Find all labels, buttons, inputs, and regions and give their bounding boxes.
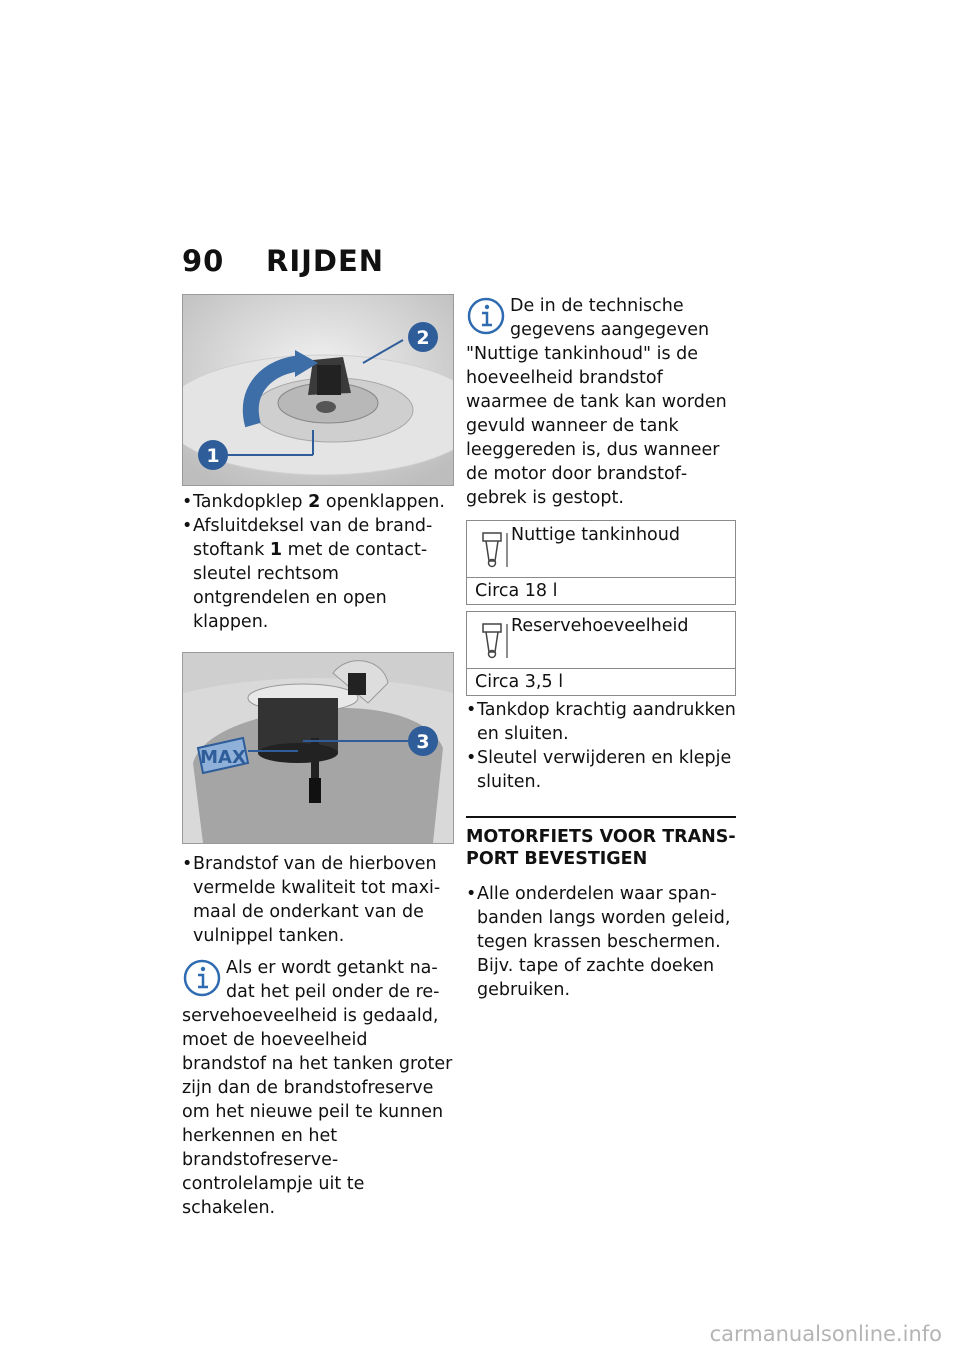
callout-2-label: 2 [416,327,430,349]
bullet-open-flap: • Tankdopklep 2 openklappen. [182,492,445,512]
page-header [182,244,384,278]
footer-watermark: carmanualsonline.info [709,1322,942,1346]
spec-value: Circa 18 l [475,581,558,601]
text-ref: 2 [308,492,321,512]
left-column [182,294,454,1220]
bullet-protect-parts: • Alle onderdelen waar spanbanden langs worden geleid, tegen krassen beschermen. Bijv. tape of zachte doeken gebruiken. [466,882,738,1002]
text-pre: Afsluitdeksel van de brandstoftank [193,516,433,560]
bullet-text: Tankdop krachtig aandrukken en sluiten. [477,700,736,744]
info-icon [182,958,222,998]
spec-reserve [466,611,736,696]
note-text: De in de technische gegevens aangegeven "Nuttige tankinhoud" is de hoeveelheid brandstof waarmee de tank kan worden gevuld wanneer de tank leeggereden is, dus wanneer de motor door brandstofgebrek is gestopt. [466,296,727,508]
spec-value: Circa 3,5 l [475,672,564,692]
section-heading: RIJDEN [266,244,385,278]
right-column [466,294,738,1002]
text-pre: Tankdopklep [193,492,309,512]
bullet-unlock-cap: • Afsluitdeksel van de brandstoftank 1 met de contactsleutel rechtsom ontgrendelen en open klappen. [182,516,433,632]
bullet-text: Sleutel verwijderen en klepje sluiten. [477,748,732,792]
info-note-reserve [182,956,454,1220]
piston-icon [481,622,511,660]
info-note-capacity [466,294,738,510]
fuel-cap-figure [182,294,454,486]
callout-3-label: 3 [416,731,430,753]
spec-label: Reservehoeveelheid [511,616,689,636]
bullet-close-cap: • Tankdop krachtig aandrukken en sluiten. [466,698,738,746]
text-post: met de contactsleutel rechtsom ontgrendelen en open klappen. [193,540,428,632]
note-text: Als er wordt getankt nadat het peil onder de reservehoeveelheid is gedaald, moet de hoeveelheid brandstof na het tanken groter zijn dan de brandstofreserve om het nieuwe peil te kunnen herkennen en het brandstofreservecontrolelampje uit te schakelen. [182,958,453,1218]
callout-1-label: 1 [206,445,220,467]
info-icon [466,296,506,336]
filler-neck-illustration [183,653,453,843]
spec-label: Nuttige tankinhoud [511,525,680,545]
bullet-text: Brandstof van de hierboven vermelde kwaliteit tot maximaal de onderkant van de vulnippel tanken. [193,854,441,946]
fuel-cap-illustration [183,295,453,485]
spec-usable-capacity [466,520,736,605]
bullet-text: Alle onderdelen waar spanbanden langs worden geleid, tegen krassen beschermen. Bijv. tape of zachte doeken gebruiken. [477,884,731,1000]
bullet-remove-key: • Sleutel verwijderen en klepje sluiten. [466,746,738,794]
text-ref: 1 [269,540,283,560]
page-number: 90 [182,244,225,278]
bullet-fill-fuel: • Brandstof van de hierboven vermelde kwaliteit tot maximaal de onderkant van de vulnippel tanken. [182,852,454,948]
piston-icon [481,531,511,569]
text-post: openklappen. [320,492,445,512]
section-title-transport: MOTORFIETS VOOR TRANSPORT BEVESTIGEN [466,816,736,870]
filler-neck-figure [182,652,454,844]
max-label: MAX [200,747,246,768]
